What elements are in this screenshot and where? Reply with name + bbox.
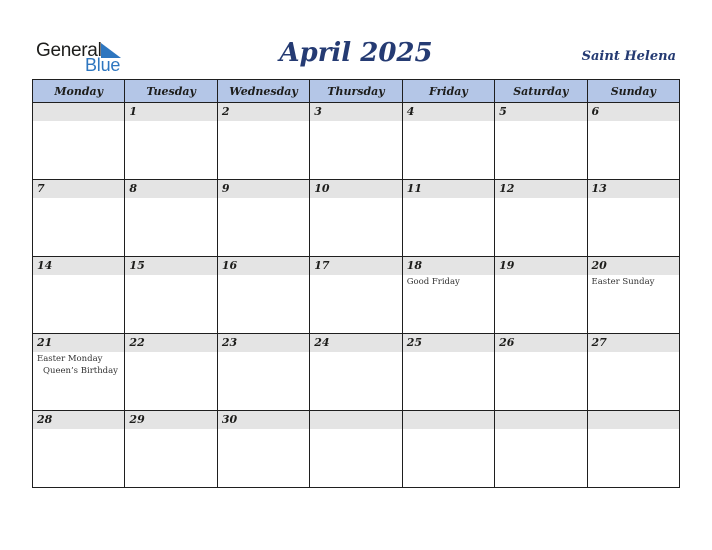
day-number: 3	[314, 105, 322, 118]
day-cell[interactable]	[217, 103, 309, 180]
day-number-bar	[310, 257, 401, 275]
day-number-bar	[588, 103, 679, 121]
day-cell[interactable]	[33, 334, 125, 411]
day-number: 29	[129, 413, 145, 426]
day-cell[interactable]	[33, 411, 125, 488]
weekday-header: Friday	[402, 80, 494, 103]
weekday-header-row	[33, 80, 680, 103]
day-number: 22	[129, 336, 145, 349]
day-number-bar	[403, 103, 494, 121]
holiday-label: Good Friday	[406, 277, 460, 287]
day-number: 25	[406, 336, 422, 349]
day-number: 11	[406, 182, 422, 195]
day-number: 16	[221, 259, 238, 272]
day-cell[interactable]	[33, 257, 125, 334]
day-number-bar	[218, 180, 309, 198]
day-number-bar	[495, 180, 586, 198]
day-number-bar	[218, 334, 309, 352]
day-cell[interactable]	[587, 103, 679, 180]
day-cell[interactable]	[402, 257, 494, 334]
day-cell[interactable]	[310, 257, 402, 334]
week-row	[33, 180, 680, 257]
day-number-bar	[310, 411, 401, 429]
day-number: 28	[37, 413, 53, 426]
day-number: 9	[221, 182, 230, 195]
day-cell[interactable]	[587, 257, 679, 334]
day-number: 13	[591, 182, 607, 195]
day-events	[403, 275, 494, 288]
day-cell[interactable]	[495, 180, 587, 257]
day-number: 18	[406, 259, 422, 272]
day-cell[interactable]	[495, 334, 587, 411]
calendar-grid	[32, 79, 680, 488]
day-number-bar	[33, 334, 124, 352]
day-number-bar	[125, 411, 216, 429]
day-number: 24	[314, 336, 330, 349]
day-events	[588, 275, 679, 288]
day-number: 12	[499, 182, 515, 195]
day-number: 2	[221, 105, 230, 118]
day-number-bar	[495, 257, 586, 275]
day-cell[interactable]	[33, 103, 125, 180]
day-cell[interactable]	[587, 334, 679, 411]
weekday-header: Tuesday	[125, 80, 217, 103]
day-number: 17	[314, 259, 330, 272]
day-cell[interactable]	[125, 334, 217, 411]
holiday-label: Easter Sunday	[591, 277, 655, 287]
day-number-bar	[310, 180, 401, 198]
day-cell[interactable]	[587, 411, 679, 488]
day-number-bar	[33, 103, 124, 121]
day-cell[interactable]	[125, 257, 217, 334]
day-number-bar	[125, 180, 216, 198]
day-number-bar	[33, 257, 124, 275]
day-number-bar	[588, 180, 679, 198]
calendar-body	[33, 103, 680, 488]
day-number: 5	[499, 105, 507, 118]
day-number-bar	[310, 334, 401, 352]
weekday-header: Monday	[33, 80, 125, 103]
day-number-bar	[125, 103, 216, 121]
day-number-bar	[218, 257, 309, 275]
day-number-bar	[125, 334, 216, 352]
day-cell[interactable]	[217, 334, 309, 411]
day-cell[interactable]	[125, 103, 217, 180]
day-cell[interactable]	[495, 411, 587, 488]
day-cell[interactable]	[217, 180, 309, 257]
day-events	[33, 352, 124, 377]
day-number-bar	[403, 411, 494, 429]
day-cell[interactable]	[402, 411, 494, 488]
day-number-bar	[588, 257, 679, 275]
week-row	[33, 411, 680, 488]
day-number: 27	[591, 336, 607, 349]
day-number-bar	[33, 411, 124, 429]
day-number: 20	[591, 259, 607, 272]
day-cell[interactable]	[310, 411, 402, 488]
day-cell[interactable]	[402, 334, 494, 411]
logo-text-blue: Blue	[85, 55, 121, 75]
day-number: 19	[499, 259, 515, 272]
day-number: 21	[37, 336, 53, 349]
week-row	[33, 257, 680, 334]
day-number-bar	[495, 411, 586, 429]
day-cell[interactable]	[310, 180, 402, 257]
weekday-header: Sunday	[587, 80, 679, 103]
day-cell[interactable]	[402, 103, 494, 180]
day-number: 1	[129, 105, 138, 118]
day-cell[interactable]	[310, 334, 402, 411]
day-number: 8	[129, 182, 138, 195]
day-number-bar	[495, 334, 586, 352]
weekday-header: Thursday	[310, 80, 402, 103]
day-number: 30	[221, 413, 238, 426]
day-number-bar	[403, 257, 494, 275]
day-number: 4	[406, 105, 415, 118]
day-number-bar	[218, 411, 309, 429]
day-number-bar	[403, 180, 494, 198]
week-row	[33, 103, 680, 180]
day-number: 26	[499, 336, 515, 349]
day-number-bar	[218, 103, 309, 121]
day-cell[interactable]	[217, 257, 309, 334]
day-number: 15	[129, 259, 145, 272]
weekday-header: Wednesday	[217, 80, 309, 103]
day-cell[interactable]	[125, 180, 217, 257]
day-number-bar	[588, 411, 679, 429]
day-number: 6	[591, 105, 600, 118]
week-row	[33, 334, 680, 411]
day-cell[interactable]	[402, 180, 494, 257]
day-cell[interactable]	[33, 180, 125, 257]
day-number-bar	[125, 257, 216, 275]
calendar-title: April 2025	[279, 38, 433, 68]
holiday-label: Easter Monday	[37, 354, 103, 364]
day-number: 14	[37, 259, 53, 272]
day-number-bar	[403, 334, 494, 352]
day-number: 10	[314, 182, 330, 195]
day-cell[interactable]	[495, 103, 587, 180]
day-number: 23	[221, 336, 238, 349]
day-number-bar	[310, 103, 401, 121]
day-number-bar	[588, 334, 679, 352]
day-cell[interactable]	[125, 411, 217, 488]
weekday-header: Saturday	[495, 80, 587, 103]
day-number-bar	[495, 103, 586, 121]
logo-text-general: General	[36, 40, 102, 61]
country-name: Saint Helena	[581, 49, 676, 64]
holiday-label: Queen’s Birthday	[43, 366, 118, 376]
day-cell[interactable]	[310, 103, 402, 180]
day-number-bar	[33, 180, 124, 198]
day-cell[interactable]	[587, 180, 679, 257]
day-number: 7	[37, 182, 45, 195]
day-cell[interactable]	[495, 257, 587, 334]
day-cell[interactable]	[217, 411, 309, 488]
